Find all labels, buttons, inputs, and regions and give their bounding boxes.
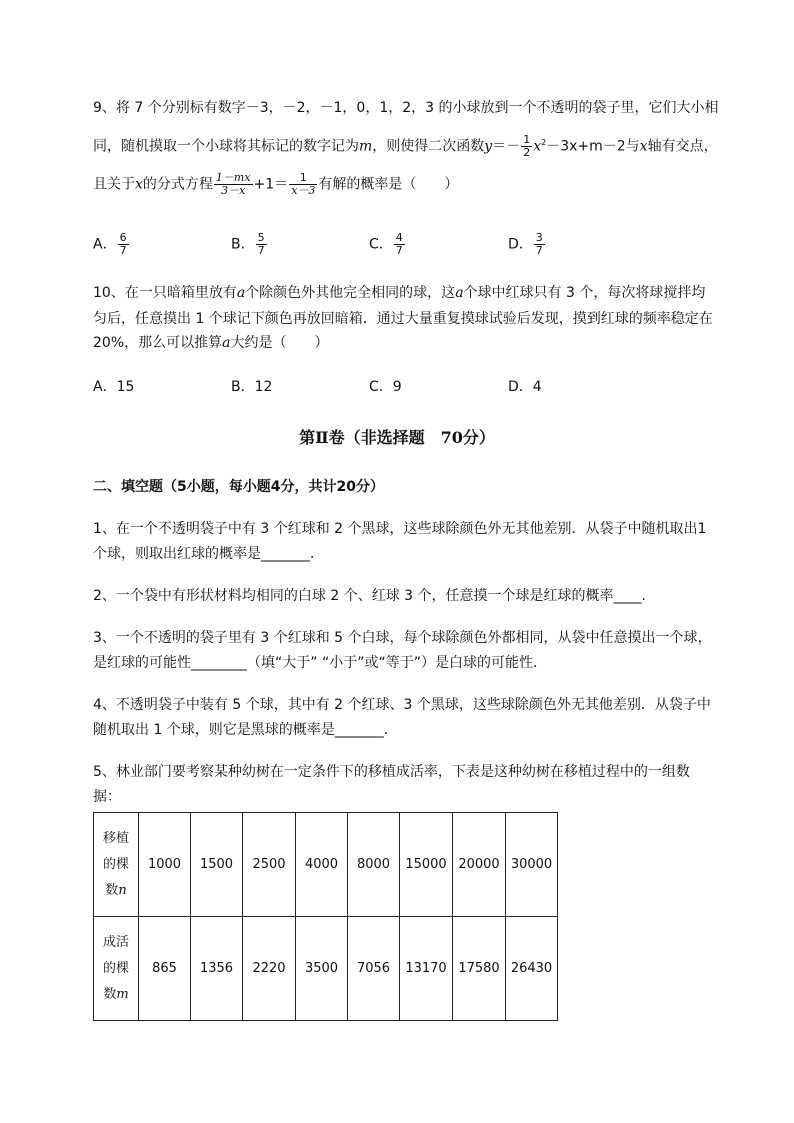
option-label: C． — [369, 236, 393, 253]
q9-option-c — [369, 232, 406, 257]
table-cell: 20000 — [453, 813, 506, 917]
q9-line-3 — [93, 172, 458, 197]
table-row-survived — [94, 917, 558, 1021]
table-cell: 30000 — [506, 813, 558, 917]
table-cell: 17580 — [453, 917, 506, 1021]
q9-text: 同，随机摸取一个小球将其标记的数字记为 — [93, 138, 359, 155]
fill-q3-line-2: 是红球的可能性________（填“大于” “小于”或“等于”）是白球的可能性． — [93, 655, 547, 671]
q10-option-c: C．9 — [369, 379, 402, 395]
table-cell: 2220 — [243, 917, 296, 1021]
table-cell: 7056 — [348, 917, 400, 1021]
frac-numerator: 3 — [535, 231, 543, 244]
q10-text: 20%，那么可以推算 — [93, 335, 223, 351]
var-a: a — [455, 285, 464, 301]
fraction-rhs — [289, 172, 317, 197]
fill-q2-line-1: 2、一个袋中有形状材料均相同的白球 2 个、红球 3 个，任意摸一个球是红球的概率____． — [93, 588, 656, 604]
table-cell: 2500 — [243, 813, 296, 917]
frac-denominator: 7 — [119, 244, 127, 257]
q10-line-3 — [93, 333, 328, 353]
header-text: 成活 — [102, 934, 129, 950]
var-m: m — [359, 138, 373, 155]
frac-numerator: 1 — [289, 172, 317, 185]
q9-text: 与 — [625, 138, 640, 155]
transplant-data-table — [93, 812, 558, 1021]
frac-denominator: 7 — [395, 244, 403, 257]
option-fraction — [118, 232, 129, 257]
frac-denominator: 7 — [257, 244, 265, 257]
q9-option-a — [93, 232, 130, 257]
fill-q1-line-2: 个球，则取出红球的概率是_______． — [93, 546, 324, 562]
frac-numerator: 1－mx — [215, 171, 251, 184]
table-cell: 8000 — [348, 813, 400, 917]
frac-denominator: 3－x — [221, 184, 246, 197]
fraction-half — [521, 134, 532, 159]
q9-option-b — [231, 232, 268, 257]
q10-text: 个除颜色外其他完全相同的球，这 — [245, 285, 456, 301]
var-x: x — [135, 176, 143, 193]
section2-title: 二、填空题（5小题，每小题4分，共计20分） — [93, 479, 384, 495]
var-n: n — [118, 882, 127, 898]
plus-one: +1＝ — [253, 176, 289, 193]
option-fraction — [256, 232, 267, 257]
header-text: 移植 — [102, 830, 129, 846]
fill-q4-line-2: 随机取出 1 个球，则它是黑球的概率是_______． — [93, 722, 398, 738]
var-y: y — [484, 138, 493, 155]
option-label: B． — [231, 236, 255, 253]
table-cell: 865 — [139, 917, 191, 1021]
header-text: 数n — [105, 882, 127, 898]
q9-line-2 — [93, 133, 718, 159]
table-cell: 15000 — [400, 813, 453, 917]
frac-denominator: 2 — [523, 146, 531, 160]
table-row-planted — [94, 813, 558, 917]
fill-q5-line-1: 5、林业部门要考察某种幼树在一定条件下的移植成活率，下表是这种幼树在移植过程中的一组数 — [93, 764, 690, 780]
func-rest: －3x+m－2 — [546, 138, 626, 155]
fill-q1-line-1: 1、在一个不透明袋子中有 3 个红球和 2 个黑球，这些球除颜色外无其他差别．从袋子中随机取出1 — [93, 521, 707, 537]
exponent: 2 — [541, 138, 547, 147]
q9-option-d — [508, 232, 546, 257]
table-cell: 1500 — [191, 813, 243, 917]
q10-text: 大约是（ ） — [230, 335, 329, 351]
q10-option-b: B．12 — [231, 379, 273, 395]
fraction-lhs — [214, 172, 253, 197]
frac-numerator: 6 — [119, 231, 127, 244]
frac-denominator: 7 — [535, 244, 543, 257]
frac-denominator: x－3 — [291, 184, 316, 197]
table-cell: 4000 — [296, 813, 348, 917]
var-a: a — [222, 335, 231, 351]
var-x: x — [639, 138, 648, 155]
option-fraction — [394, 232, 405, 257]
q9-text: 且关于 — [93, 176, 135, 193]
frac-numerator: 5 — [257, 231, 265, 244]
q10-line-2: 匀后，任意摸出 1 个球记下颜色再放回暗箱．通过大量重复摸球试验后发现，摸到红球的频率稳定在 — [93, 311, 713, 327]
q10-text: 个球中红球只有 3 个，每次将球搅拌均 — [463, 285, 706, 301]
q10-option-d: D．4 — [508, 379, 542, 395]
fill-q3-line-1: 3、一个不透明的袋子里有 3 个红球和 5 个白球，每个球除颜色外都相同，从袋中任意摸出一个球， — [93, 630, 712, 646]
table-cell: 3500 — [296, 917, 348, 1021]
q10-text: 10、在一只暗箱里放有 — [93, 285, 237, 301]
q9-text: 的分式方程 — [142, 176, 213, 193]
table-cell: 1000 — [139, 813, 191, 917]
option-fraction — [534, 232, 545, 257]
part2-title: 第Ⅱ卷（非选择题 70分） — [299, 428, 495, 447]
frac-numerator: 4 — [395, 231, 403, 244]
q9-text: 轴有交点， — [647, 138, 718, 155]
row-header-survived — [94, 917, 139, 1021]
eq-sign: ＝－ — [492, 138, 521, 155]
var-a: a — [236, 285, 246, 301]
var-x: x — [533, 138, 542, 155]
frac-numerator: 1 — [523, 133, 531, 147]
fill-q4-line-1: 4、不透明袋子中装有 5 个球，其中有 2 个红球、3 个黑球，这些球除颜色外无其他差别．从袋子中 — [93, 697, 711, 713]
q9-text: ，则使得二次函数 — [372, 138, 485, 155]
fill-q5-line-2: 据： — [93, 789, 121, 805]
option-label: D． — [508, 236, 533, 253]
table-cell: 1356 — [191, 917, 243, 1021]
q9-line-1: 9、将 7 个分别标有数字－3，－2，－1，0，1，2，3 的小球放到一个不透明的袋子里，它们大小相 — [93, 100, 719, 116]
q10-line-1 — [93, 283, 705, 303]
header-text: 的棵 — [102, 960, 129, 976]
header-text: 数m — [103, 986, 129, 1002]
var-m: m — [116, 986, 129, 1002]
header-text: 的棵 — [102, 856, 129, 872]
table-cell: 26430 — [506, 917, 558, 1021]
row-header-planted — [94, 813, 139, 917]
q9-text: 有解的概率是（ ） — [318, 176, 459, 193]
option-label: A． — [93, 236, 117, 253]
q10-option-a: A．15 — [93, 379, 135, 395]
table-cell: 13170 — [400, 917, 453, 1021]
